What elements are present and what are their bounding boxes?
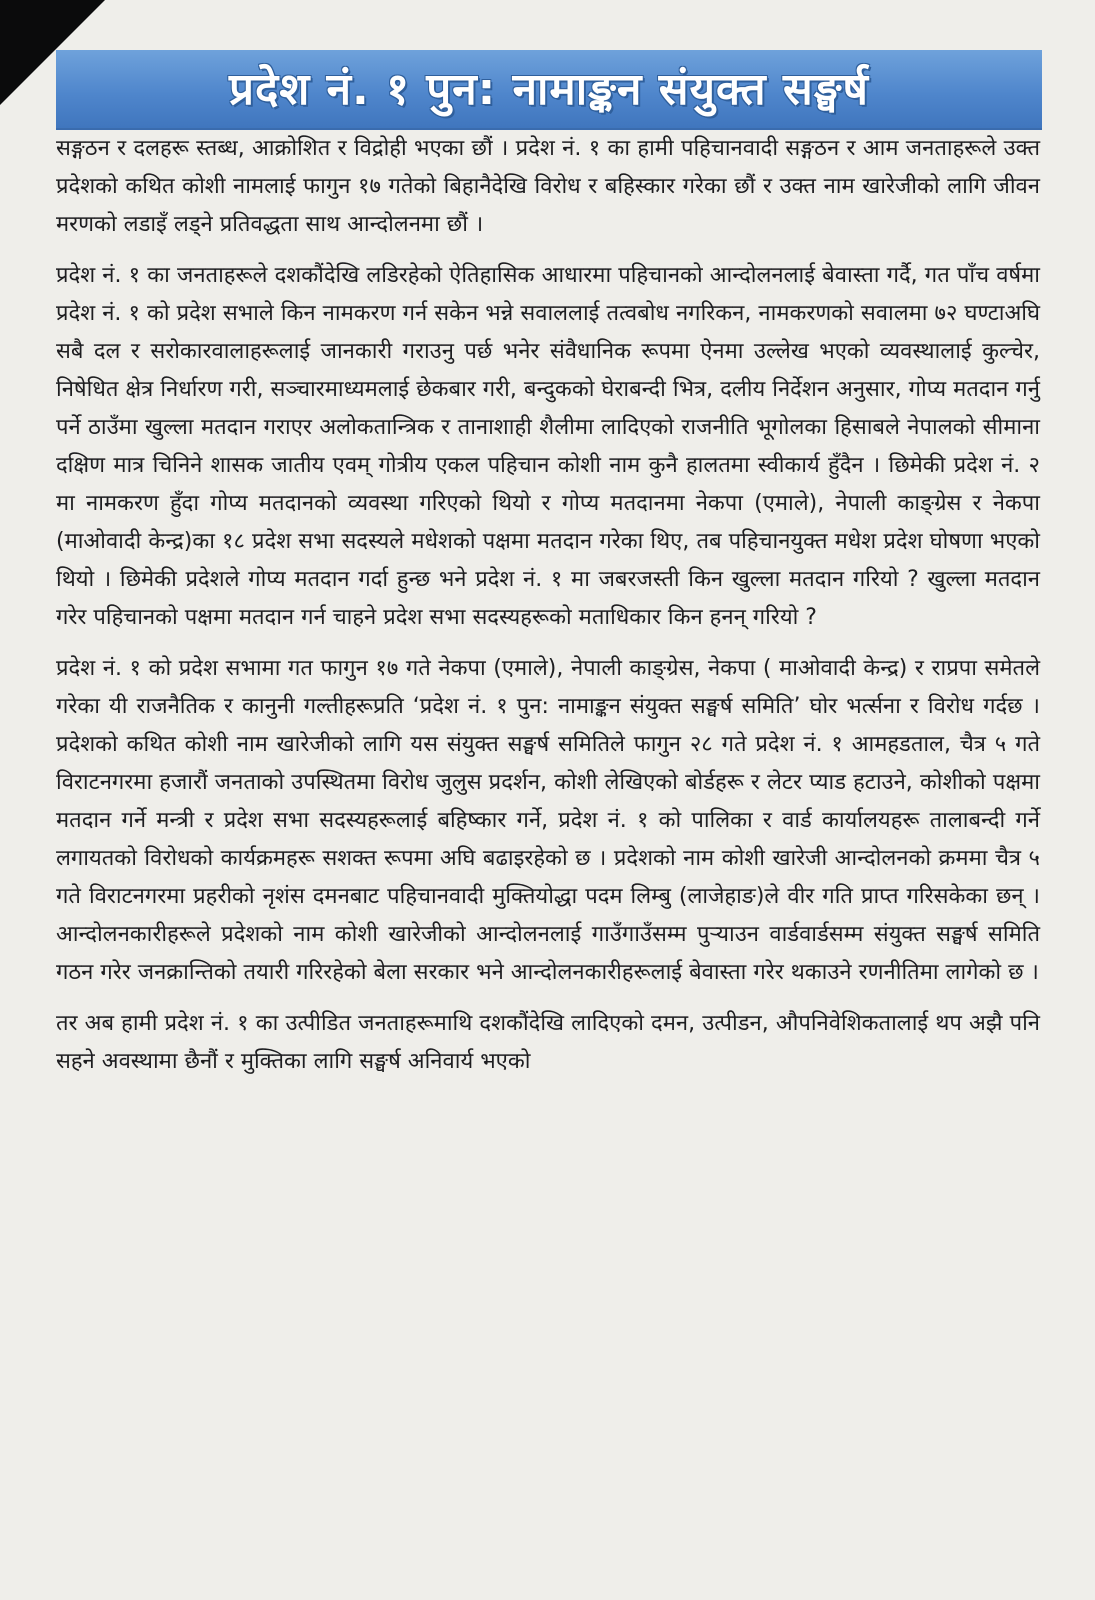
page-title: प्रदेश नं. १ पुन: नामाङ्कन संयुक्त सङ्घर्ष — [228, 64, 869, 115]
paragraph-1: सङ्गठन र दलहरू स्तब्ध, आक्रोशित र विद्रोही भएका छौं । प्रदेश नं. १ का हामी पहिचानवादी सङ्गठन र आम जनताहरूले उक्त प्रदेशको कथित कोशी नामलाई फागुन १७ गतेको बिहानैदेखि विरोध र बहिस्कार गरेका छौं र उक्त नाम खारेजीको लागि जीवन मरणको लडाइँ लड्ने प्रतिवद्धता साथ आन्दोलनमा छौं । — [56, 136, 1040, 237]
article-body — [56, 130, 1040, 1081]
paragraph-3: प्रदेश नं. १ को प्रदेश सभामा गत फागुन १७ गते नेकपा (एमाले), नेपाली काङ्ग्रेस, नेकपा ( माओवादी केन्द्र) र राप्रपा समेतले गरेका यी राजनैतिक र कानुनी गल्तीहरूप्रति ‘प्रदेश नं. १ पुन: नामाङ्कन संयुक्त सङ्घर्ष समिति’ घोर भर्त्सना र विरोध गर्दछ । प्रदेशको कथित कोशी नाम खारेजीको लागि यस संयुक्त सङ्घर्ष समितिले फागुन २८ गते प्रदेश नं. १ आमहडताल, चैत्र ५ गते विराटनगरमा हजारौं जनताको उपस्थितमा विरोध जुलुस प्रदर्शन, कोशी लेखिएको बोर्डहरू र लेटर प्याड हटाउने, कोशीको पक्षमा मतदान गर्ने मन्त्री र प्रदेश सभा सदस्यहरूलाई बहिष्कार गर्ने, प्रदेश नं. १ को पालिका र वार्ड कार्यालयहरू तालाबन्दी गर्ने लगायतको विरोधको कार्यक्रमहरू सशक्त रूपमा अघि बढाइरहेको छ । प्रदेशको नाम कोशी खारेजी आन्दोलनको क्रममा चैत्र ५ गते विराटनगरमा प्रहरीको नृशंस दमनबाट पहिचानवादी मुक्तियोद्धा पदम लिम्बु (लाजेहाङ)ले वीर गति प्राप्त गरिसकेका छन् । आन्दोलनकारीहरूले प्रदेशको नाम कोशी खारेजीको आन्दोलनलाई गाउँगाउँसम्म पुर्‍याउन वार्डवार्डसम्म संयुक्त सङ्घर्ष समिति गठन गरेर जनक्रान्तिको तयारी गरिरहेको बेला सरकार भने आन्दोलनकारीहरूलाई बेवास्ता गरेर थकाउने रणनीतिमा लागेको छ । — [56, 656, 1040, 985]
title-banner — [56, 50, 1042, 130]
paragraph-4: तर अब हामी प्रदेश नं. १ का उत्पीडित जनताहरूमाथि दशकौंदेखि लादिएको दमन, उत्पीडन, औपनिवेशिकतालाई थप अझै पनि सहने अवस्थामा छैनौं र मुक्तिका लागि सङ्घर्ष अनिवार्य भएको — [56, 1011, 1040, 1074]
paragraph-2: प्रदेश नं. १ का जनताहरूले दशकौंदेखि लडिरहेको ऐतिहासिक आधारमा पहिचानको आन्दोलनलाई बेवास्ता गर्दै, गत पाँच वर्षमा प्रदेश नं. १ को प्रदेश सभाले किन नामकरण गर्न सकेन भन्ने सवाललाई तत्वबोध नगरिकन, नामकरणको सवालमा ७२ घण्टाअघि सबै दल र सरोकारवालाहरूलाई जानकारी गराउनु पर्छ भनेर संवैधानिक रूपमा ऐनमा उल्लेख भएको व्यवस्थालाई कुल्चेर, निषेधित क्षेत्र निर्धारण गरी, सञ्चारमाध्यमलाई छेकबार गरी, बन्दुकको घेराबन्दी भित्र, दलीय निर्देशन अनुसार, गोप्य मतदान गर्नु पर्ने ठाउँमा खुल्ला मतदान गराएर अलोकतान्त्रिक र तानाशाही शैलीमा लादिएको राजनीति भूगोलका हिसाबले नेपालको सीमाना दक्षिण मात्र चिनिने शासक जातीय एवम् गोत्रीय एकल पहिचान कोशी नाम कुनै हालतमा स्वीकार्य हुँदैन । छिमेकी प्रदेश नं. २ मा नामकरण हुँदा गोप्य मतदानको व्यवस्था गरिएको थियो र गोप्य मतदानमा नेकपा (एमाले), नेपाली काङ्ग्रेस र नेकपा (माओवादी केन्द्र)का १८ प्रदेश सभा सदस्यले मधेशको पक्षमा मतदान गरेका थिए, तब पहिचानयुक्त मधेश प्रदेश घोषणा भएको थियो । छिमेकी प्रदेशले गोप्य मतदान गर्दा हुन्छ भने प्रदेश नं. १ मा जबरजस्ती किन खुल्ला मतदान गरियो ? खुल्ला मतदान गरेर पहिचानको पक्षमा मतदान गर्न चाहने प्रदेश सभा सदस्यहरूको मताधिकार किन हनन् गरियो ? — [56, 263, 1040, 630]
